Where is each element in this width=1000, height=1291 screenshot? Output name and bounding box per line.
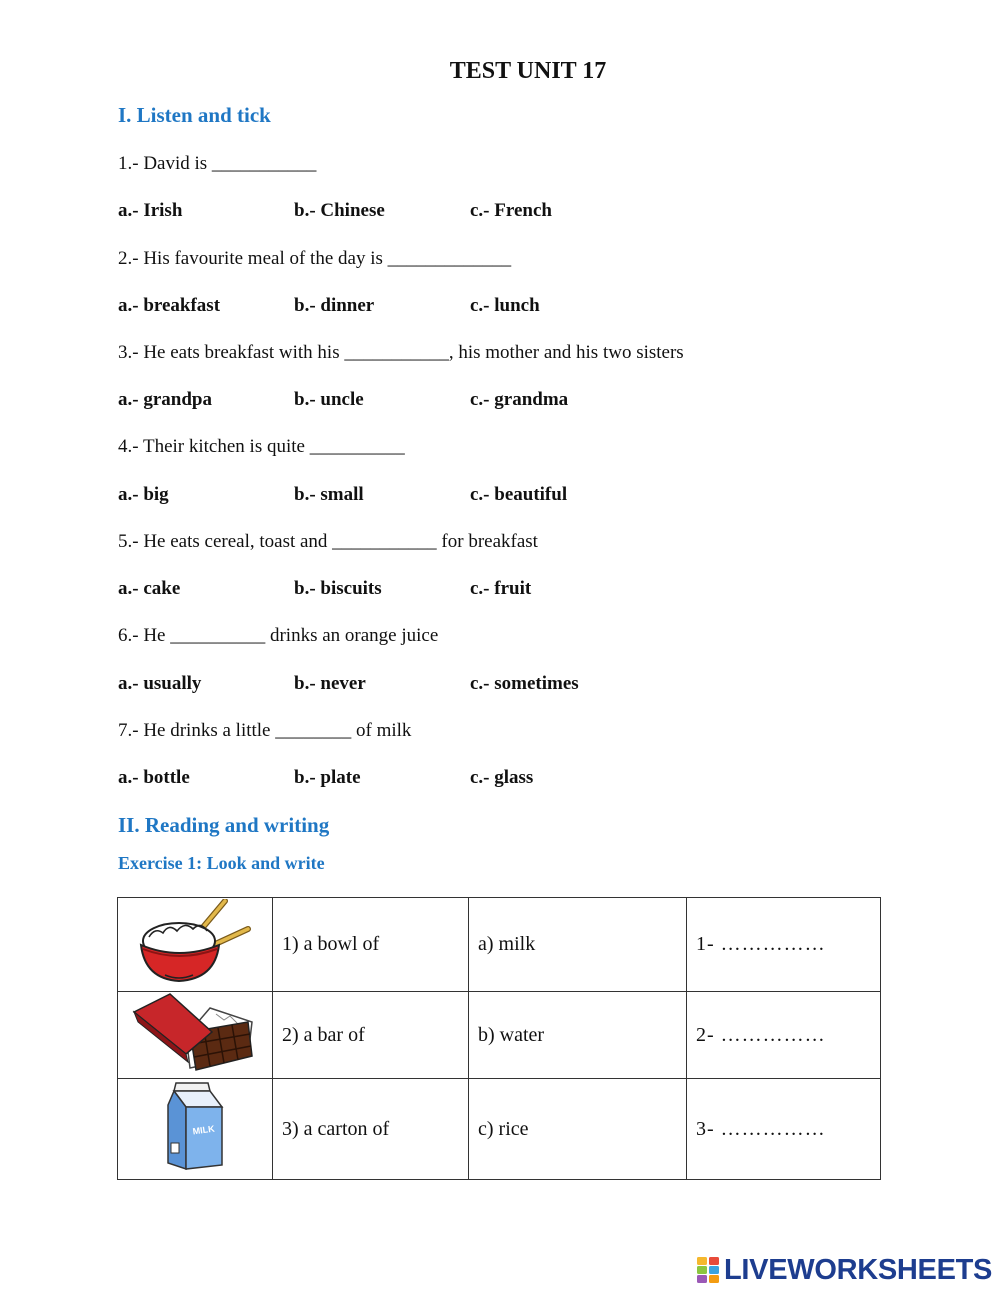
option-5a[interactable]: a.- cake [118, 578, 181, 599]
section-heading-reading: II. Reading and writing [118, 813, 330, 837]
option-6a[interactable]: a.- usually [118, 673, 202, 694]
question-3: 3.- He eats breakfast with his ___________, his mother and his two sisters [118, 342, 684, 363]
answer-cell[interactable]: 2- …………… [687, 992, 881, 1079]
option-6b[interactable]: b.- never [294, 673, 366, 694]
picture-cell [118, 1079, 273, 1180]
liveworksheets-logo[interactable] [696, 1254, 992, 1286]
table-row [118, 992, 881, 1079]
option-5b[interactable]: b.- biscuits [294, 578, 382, 599]
option-7b[interactable]: b.- plate [294, 767, 361, 788]
carton-label: MILK [191, 1123, 216, 1137]
blocks-icon [696, 1256, 720, 1284]
phrase-cell: 1) a bowl of [273, 898, 469, 992]
option-1a[interactable]: a.- Irish [118, 200, 183, 221]
option-4b[interactable]: b.- small [294, 484, 364, 505]
picture-cell [118, 898, 273, 992]
question-4: 4.- Their kitchen is quite __________ [118, 436, 405, 457]
option-3c[interactable]: c.- grandma [470, 389, 569, 410]
question-7: 7.- He drinks a little ________ of milk [118, 720, 412, 741]
option-3a[interactable]: a.- grandpa [118, 389, 212, 410]
answer-cell[interactable]: 1- …………… [687, 898, 881, 992]
question-6: 6.- He __________ drinks an orange juice [118, 625, 439, 646]
item-cell: c) rice [469, 1079, 687, 1180]
option-3b[interactable]: b.- uncle [294, 389, 364, 410]
exercise-heading: Exercise 1: Look and write [118, 853, 325, 873]
phrase-cell: 3) a carton of [273, 1079, 469, 1180]
rice-bowl-icon [135, 899, 255, 985]
option-6c[interactable]: c.- sometimes [470, 673, 579, 694]
page-title: TEST UNIT 17 [449, 58, 607, 84]
picture-cell [118, 992, 273, 1079]
option-2a[interactable]: a.- breakfast [118, 295, 221, 316]
milk-carton-icon [160, 1079, 230, 1173]
question-5: 5.- He eats cereal, toast and ___________ for breakfast [118, 531, 538, 552]
option-5c[interactable]: c.- fruit [470, 578, 532, 599]
answer-cell[interactable]: 3- …………… [687, 1079, 881, 1180]
table-row [118, 898, 881, 992]
matching-table [117, 897, 881, 1180]
option-2b[interactable]: b.- dinner [294, 295, 375, 316]
phrase-cell: 2) a bar of [273, 992, 469, 1079]
option-2c[interactable]: c.- lunch [470, 295, 540, 316]
option-1c[interactable]: c.- French [470, 200, 552, 221]
section-heading-listen: I. Listen and tick [118, 103, 271, 127]
chocolate-bar-icon [130, 992, 260, 1072]
option-4c[interactable]: c.- beautiful [470, 484, 568, 505]
table-row [118, 1079, 881, 1180]
option-4a[interactable]: a.- big [118, 484, 169, 505]
logo-text: LIVEWORKSHEETS [724, 1253, 993, 1286]
question-2: 2.- His favourite meal of the day is _____________ [118, 248, 512, 269]
option-1b[interactable]: b.- Chinese [294, 200, 385, 221]
question-1: 1.- David is ___________ [118, 153, 317, 174]
item-cell: b) water [469, 992, 687, 1079]
option-7c[interactable]: c.- glass [470, 767, 534, 788]
option-7a[interactable]: a.- bottle [118, 767, 190, 788]
item-cell: a) milk [469, 898, 687, 992]
